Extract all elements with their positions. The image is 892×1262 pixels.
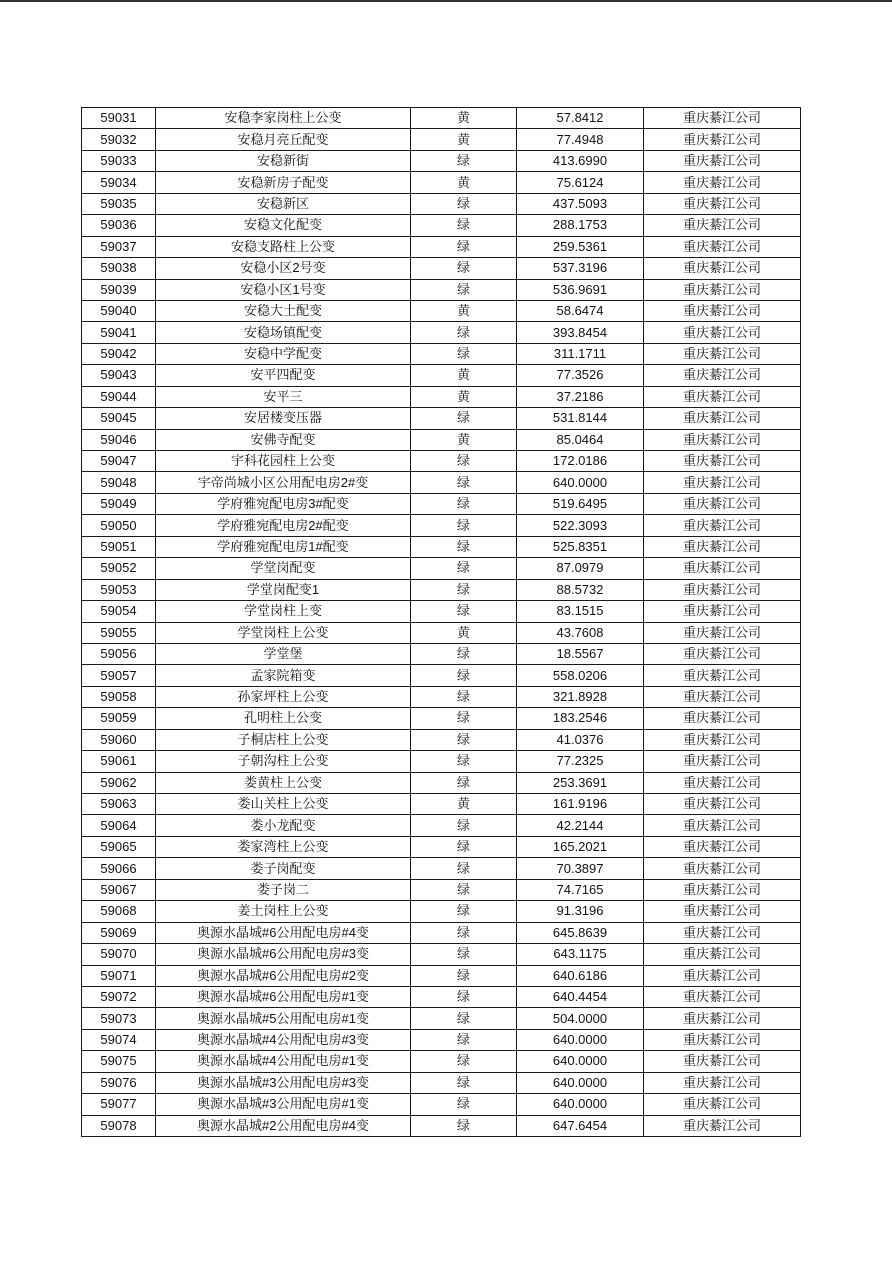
value-cell: 41.0376 xyxy=(517,729,644,750)
table-row xyxy=(82,108,801,129)
table-row xyxy=(82,622,801,643)
value-cell: 37.2186 xyxy=(517,386,644,407)
status-cell: 绿 xyxy=(411,536,517,557)
table-row xyxy=(82,279,801,300)
row-id-cell: 59061 xyxy=(82,751,156,772)
transformer-name-cell: 安稳新街 xyxy=(156,150,411,171)
company-cell: 重庆綦江公司 xyxy=(644,515,801,536)
table-row xyxy=(82,172,801,193)
status-cell: 绿 xyxy=(411,601,517,622)
table-row xyxy=(82,901,801,922)
company-cell: 重庆綦江公司 xyxy=(644,150,801,171)
transformer-name-cell: 奥源水晶城#2公用配电房#4变 xyxy=(156,1115,411,1136)
transformer-name-cell: 安平四配变 xyxy=(156,365,411,386)
value-cell: 640.6186 xyxy=(517,965,644,986)
value-cell: 42.2144 xyxy=(517,815,644,836)
value-cell: 647.6454 xyxy=(517,1115,644,1136)
company-cell: 重庆綦江公司 xyxy=(644,451,801,472)
value-cell: 70.3897 xyxy=(517,858,644,879)
company-cell: 重庆綦江公司 xyxy=(644,815,801,836)
status-cell: 绿 xyxy=(411,579,517,600)
company-cell: 重庆綦江公司 xyxy=(644,493,801,514)
company-cell: 重庆綦江公司 xyxy=(644,794,801,815)
company-cell: 重庆綦江公司 xyxy=(644,558,801,579)
status-cell: 绿 xyxy=(411,1051,517,1072)
table-row xyxy=(82,1094,801,1115)
status-cell: 绿 xyxy=(411,643,517,664)
table-row xyxy=(82,708,801,729)
value-cell: 537.3196 xyxy=(517,258,644,279)
company-cell: 重庆綦江公司 xyxy=(644,472,801,493)
row-id-cell: 59076 xyxy=(82,1072,156,1093)
company-cell: 重庆綦江公司 xyxy=(644,1115,801,1136)
value-cell: 77.3526 xyxy=(517,365,644,386)
company-cell: 重庆綦江公司 xyxy=(644,729,801,750)
company-cell: 重庆綦江公司 xyxy=(644,300,801,321)
row-id-cell: 59067 xyxy=(82,879,156,900)
row-id-cell: 59042 xyxy=(82,343,156,364)
table-row xyxy=(82,944,801,965)
transformer-name-cell: 娄黄柱上公变 xyxy=(156,772,411,793)
status-cell: 绿 xyxy=(411,451,517,472)
value-cell: 74.7165 xyxy=(517,879,644,900)
status-cell: 绿 xyxy=(411,493,517,514)
transformer-name-cell: 安平三 xyxy=(156,386,411,407)
transformer-name-cell: 娄小龙配变 xyxy=(156,815,411,836)
value-cell: 519.6495 xyxy=(517,493,644,514)
transformer-name-cell: 娄家湾柱上公变 xyxy=(156,836,411,857)
value-cell: 161.9196 xyxy=(517,794,644,815)
status-cell: 绿 xyxy=(411,472,517,493)
status-cell: 绿 xyxy=(411,515,517,536)
transformer-name-cell: 奥源水晶城#3公用配电房#3变 xyxy=(156,1072,411,1093)
value-cell: 88.5732 xyxy=(517,579,644,600)
value-cell: 77.2325 xyxy=(517,751,644,772)
value-cell: 504.0000 xyxy=(517,1008,644,1029)
status-cell: 绿 xyxy=(411,729,517,750)
value-cell: 253.3691 xyxy=(517,772,644,793)
status-cell: 绿 xyxy=(411,836,517,857)
status-cell: 绿 xyxy=(411,751,517,772)
status-cell: 绿 xyxy=(411,558,517,579)
row-id-cell: 59056 xyxy=(82,643,156,664)
company-cell: 重庆綦江公司 xyxy=(644,408,801,429)
company-cell: 重庆綦江公司 xyxy=(644,365,801,386)
transformer-name-cell: 子桐店柱上公变 xyxy=(156,729,411,750)
table-row xyxy=(82,794,801,815)
table-row xyxy=(82,729,801,750)
company-cell: 重庆綦江公司 xyxy=(644,836,801,857)
company-cell: 重庆綦江公司 xyxy=(644,1008,801,1029)
table-row xyxy=(82,536,801,557)
status-cell: 绿 xyxy=(411,193,517,214)
status-cell: 绿 xyxy=(411,1094,517,1115)
row-id-cell: 59052 xyxy=(82,558,156,579)
table-row xyxy=(82,772,801,793)
table-row xyxy=(82,879,801,900)
table-row xyxy=(82,858,801,879)
transformer-name-cell: 学府雅宛配电房1#配变 xyxy=(156,536,411,557)
value-cell: 522.3093 xyxy=(517,515,644,536)
transformer-name-cell: 奥源水晶城#5公用配电房#1变 xyxy=(156,1008,411,1029)
status-cell: 绿 xyxy=(411,1029,517,1050)
value-cell: 77.4948 xyxy=(517,129,644,150)
status-cell: 绿 xyxy=(411,258,517,279)
table-row xyxy=(82,129,801,150)
status-cell: 绿 xyxy=(411,1115,517,1136)
row-id-cell: 59037 xyxy=(82,236,156,257)
table-row xyxy=(82,558,801,579)
transformer-name-cell: 奥源水晶城#6公用配电房#1变 xyxy=(156,986,411,1007)
table-row xyxy=(82,429,801,450)
company-cell: 重庆綦江公司 xyxy=(644,279,801,300)
company-cell: 重庆綦江公司 xyxy=(644,879,801,900)
row-id-cell: 59054 xyxy=(82,601,156,622)
company-cell: 重庆綦江公司 xyxy=(644,643,801,664)
status-cell: 绿 xyxy=(411,665,517,686)
company-cell: 重庆綦江公司 xyxy=(644,258,801,279)
table-row xyxy=(82,300,801,321)
status-cell: 绿 xyxy=(411,944,517,965)
row-id-cell: 59069 xyxy=(82,922,156,943)
table-row xyxy=(82,1029,801,1050)
table-row xyxy=(82,365,801,386)
transformer-name-cell: 奥源水晶城#6公用配电房#4变 xyxy=(156,922,411,943)
value-cell: 91.3196 xyxy=(517,901,644,922)
row-id-cell: 59041 xyxy=(82,322,156,343)
value-cell: 259.5361 xyxy=(517,236,644,257)
transformer-name-cell: 奥源水晶城#4公用配电房#3变 xyxy=(156,1029,411,1050)
value-cell: 525.8351 xyxy=(517,536,644,557)
status-cell: 绿 xyxy=(411,708,517,729)
company-cell: 重庆綦江公司 xyxy=(644,129,801,150)
row-id-cell: 59049 xyxy=(82,493,156,514)
value-cell: 43.7608 xyxy=(517,622,644,643)
value-cell: 165.2021 xyxy=(517,836,644,857)
company-cell: 重庆綦江公司 xyxy=(644,901,801,922)
row-id-cell: 59077 xyxy=(82,1094,156,1115)
status-cell: 绿 xyxy=(411,150,517,171)
table-row xyxy=(82,150,801,171)
value-cell: 640.0000 xyxy=(517,1051,644,1072)
company-cell: 重庆綦江公司 xyxy=(644,965,801,986)
transformer-name-cell: 学府雅宛配电房3#配变 xyxy=(156,493,411,514)
status-cell: 黄 xyxy=(411,429,517,450)
row-id-cell: 59034 xyxy=(82,172,156,193)
transformer-name-cell: 奥源水晶城#4公用配电房#1变 xyxy=(156,1051,411,1072)
row-id-cell: 59038 xyxy=(82,258,156,279)
table-row xyxy=(82,193,801,214)
row-id-cell: 59039 xyxy=(82,279,156,300)
table-row xyxy=(82,343,801,364)
status-cell: 绿 xyxy=(411,279,517,300)
status-cell: 黄 xyxy=(411,622,517,643)
status-cell: 绿 xyxy=(411,322,517,343)
company-cell: 重庆綦江公司 xyxy=(644,386,801,407)
status-cell: 绿 xyxy=(411,986,517,1007)
row-id-cell: 59064 xyxy=(82,815,156,836)
status-cell: 黄 xyxy=(411,365,517,386)
status-cell: 绿 xyxy=(411,965,517,986)
status-cell: 绿 xyxy=(411,236,517,257)
transformer-name-cell: 安居楼变压器 xyxy=(156,408,411,429)
transformer-name-cell: 学堂岗配变 xyxy=(156,558,411,579)
table-row xyxy=(82,215,801,236)
transformer-name-cell: 安稳小区2号变 xyxy=(156,258,411,279)
row-id-cell: 59062 xyxy=(82,772,156,793)
row-id-cell: 59059 xyxy=(82,708,156,729)
value-cell: 311.1711 xyxy=(517,343,644,364)
company-cell: 重庆綦江公司 xyxy=(644,536,801,557)
transformer-name-cell: 宇帝尚城小区公用配电房2#变 xyxy=(156,472,411,493)
value-cell: 413.6990 xyxy=(517,150,644,171)
table-row xyxy=(82,493,801,514)
row-id-cell: 59050 xyxy=(82,515,156,536)
status-cell: 绿 xyxy=(411,1008,517,1029)
table-row xyxy=(82,965,801,986)
table-row xyxy=(82,515,801,536)
page-top-rule xyxy=(0,0,892,2)
row-id-cell: 59051 xyxy=(82,536,156,557)
value-cell: 640.0000 xyxy=(517,1094,644,1115)
transformer-name-cell: 安稳新房子配变 xyxy=(156,172,411,193)
row-id-cell: 59074 xyxy=(82,1029,156,1050)
value-cell: 536.9691 xyxy=(517,279,644,300)
row-id-cell: 59033 xyxy=(82,150,156,171)
table-row xyxy=(82,472,801,493)
transformer-name-cell: 安稳场镇配变 xyxy=(156,322,411,343)
value-cell: 183.2546 xyxy=(517,708,644,729)
transformer-name-cell: 安稳支路柱上公变 xyxy=(156,236,411,257)
company-cell: 重庆綦江公司 xyxy=(644,343,801,364)
row-id-cell: 59068 xyxy=(82,901,156,922)
status-cell: 黄 xyxy=(411,386,517,407)
transformer-name-cell: 安稳大土配变 xyxy=(156,300,411,321)
transformer-name-cell: 学堂岗柱上变 xyxy=(156,601,411,622)
value-cell: 531.8144 xyxy=(517,408,644,429)
table-row xyxy=(82,451,801,472)
status-cell: 黄 xyxy=(411,129,517,150)
status-cell: 绿 xyxy=(411,343,517,364)
status-cell: 绿 xyxy=(411,772,517,793)
transformer-name-cell: 姜土岗柱上公变 xyxy=(156,901,411,922)
table-row xyxy=(82,258,801,279)
table-row xyxy=(82,386,801,407)
company-cell: 重庆綦江公司 xyxy=(644,236,801,257)
transformer-name-cell: 安稳李家岗柱上公变 xyxy=(156,108,411,129)
transformer-name-cell: 孟家院箱变 xyxy=(156,665,411,686)
table-row xyxy=(82,601,801,622)
row-id-cell: 59047 xyxy=(82,451,156,472)
transformer-name-cell: 学堂堡 xyxy=(156,643,411,664)
transformer-name-cell: 宇科花园柱上公变 xyxy=(156,451,411,472)
row-id-cell: 59045 xyxy=(82,408,156,429)
status-cell: 绿 xyxy=(411,408,517,429)
table-body xyxy=(82,108,801,1137)
company-cell: 重庆綦江公司 xyxy=(644,601,801,622)
table-row xyxy=(82,922,801,943)
status-cell: 绿 xyxy=(411,879,517,900)
table-row xyxy=(82,836,801,857)
transformer-name-cell: 孔明柱上公变 xyxy=(156,708,411,729)
transformer-name-cell: 安稳小区1号变 xyxy=(156,279,411,300)
company-cell: 重庆綦江公司 xyxy=(644,622,801,643)
company-cell: 重庆綦江公司 xyxy=(644,1094,801,1115)
transformer-name-cell: 学堂岗柱上公变 xyxy=(156,622,411,643)
value-cell: 321.8928 xyxy=(517,686,644,707)
table-row xyxy=(82,408,801,429)
transformer-name-cell: 孙家坪柱上公变 xyxy=(156,686,411,707)
value-cell: 558.0206 xyxy=(517,665,644,686)
row-id-cell: 59060 xyxy=(82,729,156,750)
company-cell: 重庆綦江公司 xyxy=(644,215,801,236)
status-cell: 黄 xyxy=(411,794,517,815)
table-row xyxy=(82,236,801,257)
value-cell: 57.8412 xyxy=(517,108,644,129)
row-id-cell: 59031 xyxy=(82,108,156,129)
company-cell: 重庆綦江公司 xyxy=(644,429,801,450)
company-cell: 重庆綦江公司 xyxy=(644,1051,801,1072)
row-id-cell: 59044 xyxy=(82,386,156,407)
transformer-name-cell: 安稳新区 xyxy=(156,193,411,214)
transformer-name-cell: 娄子岗配变 xyxy=(156,858,411,879)
transformer-name-cell: 安佛寺配变 xyxy=(156,429,411,450)
table-row xyxy=(82,751,801,772)
company-cell: 重庆綦江公司 xyxy=(644,1029,801,1050)
company-cell: 重庆綦江公司 xyxy=(644,1072,801,1093)
value-cell: 640.4454 xyxy=(517,986,644,1007)
row-id-cell: 59040 xyxy=(82,300,156,321)
status-cell: 绿 xyxy=(411,901,517,922)
status-cell: 黄 xyxy=(411,108,517,129)
row-id-cell: 59073 xyxy=(82,1008,156,1029)
company-cell: 重庆綦江公司 xyxy=(644,772,801,793)
row-id-cell: 59075 xyxy=(82,1051,156,1072)
table-row xyxy=(82,322,801,343)
company-cell: 重庆綦江公司 xyxy=(644,108,801,129)
transformer-name-cell: 奥源水晶城#3公用配电房#1变 xyxy=(156,1094,411,1115)
transformer-name-cell: 娄子岗二 xyxy=(156,879,411,900)
value-cell: 437.5093 xyxy=(517,193,644,214)
row-id-cell: 59078 xyxy=(82,1115,156,1136)
value-cell: 85.0464 xyxy=(517,429,644,450)
row-id-cell: 59035 xyxy=(82,193,156,214)
company-cell: 重庆綦江公司 xyxy=(644,686,801,707)
row-id-cell: 59048 xyxy=(82,472,156,493)
status-cell: 绿 xyxy=(411,815,517,836)
transformer-name-cell: 安稳中学配变 xyxy=(156,343,411,364)
row-id-cell: 59066 xyxy=(82,858,156,879)
company-cell: 重庆綦江公司 xyxy=(644,665,801,686)
company-cell: 重庆綦江公司 xyxy=(644,322,801,343)
table-row xyxy=(82,986,801,1007)
status-cell: 绿 xyxy=(411,686,517,707)
table-row xyxy=(82,643,801,664)
status-cell: 绿 xyxy=(411,215,517,236)
company-cell: 重庆綦江公司 xyxy=(644,858,801,879)
value-cell: 18.5567 xyxy=(517,643,644,664)
row-id-cell: 59058 xyxy=(82,686,156,707)
company-cell: 重庆綦江公司 xyxy=(644,193,801,214)
row-id-cell: 59032 xyxy=(82,129,156,150)
table-row xyxy=(82,579,801,600)
transformer-name-cell: 奥源水晶城#6公用配电房#2变 xyxy=(156,965,411,986)
row-id-cell: 59057 xyxy=(82,665,156,686)
value-cell: 288.1753 xyxy=(517,215,644,236)
row-id-cell: 59046 xyxy=(82,429,156,450)
value-cell: 75.6124 xyxy=(517,172,644,193)
transformer-name-cell: 安稳文化配变 xyxy=(156,215,411,236)
row-id-cell: 59071 xyxy=(82,965,156,986)
company-cell: 重庆綦江公司 xyxy=(644,751,801,772)
transformer-data-table xyxy=(81,107,801,1137)
value-cell: 640.0000 xyxy=(517,472,644,493)
company-cell: 重庆綦江公司 xyxy=(644,986,801,1007)
company-cell: 重庆綦江公司 xyxy=(644,172,801,193)
status-cell: 绿 xyxy=(411,922,517,943)
company-cell: 重庆綦江公司 xyxy=(644,922,801,943)
value-cell: 645.8639 xyxy=(517,922,644,943)
row-id-cell: 59063 xyxy=(82,794,156,815)
value-cell: 640.0000 xyxy=(517,1072,644,1093)
status-cell: 黄 xyxy=(411,300,517,321)
table-row xyxy=(82,1072,801,1093)
value-cell: 393.8454 xyxy=(517,322,644,343)
row-id-cell: 59072 xyxy=(82,986,156,1007)
transformer-name-cell: 学堂岗配变1 xyxy=(156,579,411,600)
row-id-cell: 59043 xyxy=(82,365,156,386)
transformer-name-cell: 娄山关柱上公变 xyxy=(156,794,411,815)
value-cell: 83.1515 xyxy=(517,601,644,622)
value-cell: 172.0186 xyxy=(517,451,644,472)
table-row xyxy=(82,815,801,836)
status-cell: 黄 xyxy=(411,172,517,193)
company-cell: 重庆綦江公司 xyxy=(644,944,801,965)
table-row xyxy=(82,1051,801,1072)
company-cell: 重庆綦江公司 xyxy=(644,579,801,600)
table-row xyxy=(82,1008,801,1029)
row-id-cell: 59065 xyxy=(82,836,156,857)
value-cell: 87.0979 xyxy=(517,558,644,579)
transformer-name-cell: 奥源水晶城#6公用配电房#3变 xyxy=(156,944,411,965)
row-id-cell: 59036 xyxy=(82,215,156,236)
transformer-name-cell: 安稳月亮丘配变 xyxy=(156,129,411,150)
table-row xyxy=(82,686,801,707)
value-cell: 640.0000 xyxy=(517,1029,644,1050)
row-id-cell: 59055 xyxy=(82,622,156,643)
table-row xyxy=(82,1115,801,1136)
transformer-name-cell: 学府雅宛配电房2#配变 xyxy=(156,515,411,536)
table-row xyxy=(82,665,801,686)
value-cell: 643.1175 xyxy=(517,944,644,965)
status-cell: 绿 xyxy=(411,1072,517,1093)
value-cell: 58.6474 xyxy=(517,300,644,321)
company-cell: 重庆綦江公司 xyxy=(644,708,801,729)
status-cell: 绿 xyxy=(411,858,517,879)
row-id-cell: 59053 xyxy=(82,579,156,600)
row-id-cell: 59070 xyxy=(82,944,156,965)
transformer-name-cell: 子朝沟柱上公变 xyxy=(156,751,411,772)
